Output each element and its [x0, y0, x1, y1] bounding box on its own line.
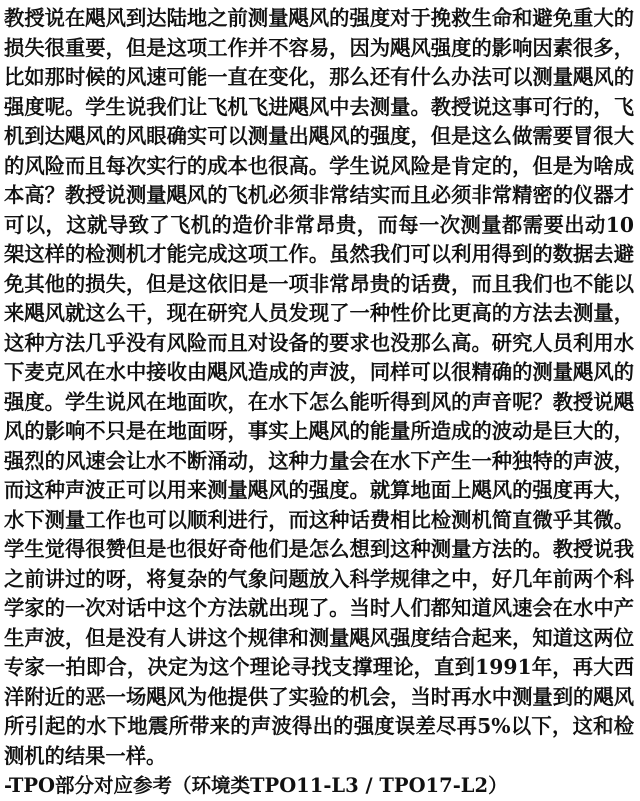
body-paragraph: 教授说在飓风到达陆地之前测量飓风的强度对于挽救生命和避免重大的损失很重要，但是这项工作并不容易，因为飓风强度的影响因素很多，比如那时候的风速可能一直在变化，那么还有什么办法可以测量飓风的强度呢。学生说我们让飞机飞进飓风中去测量。教授说这事可行的，飞机到达飓风的风眼确实可以测量出飓风的强度，但是这么做需要冒很大的风险而且每次实行的成本也很高。学生说风险是肯定的，但是为啥成本高？教授说测量飓风的飞机必须非常结实而且必须非常精密的仪器才可以，这就导致了飞机的造价非常昂贵，而每一次测量都需要出动10架这样的检测机才能完成这项工作。虽然我们可以利用得到的数据去避免其他的损失，但是这依旧是一项非常昂贵的话费，而且我们也不能以来飓风就这么干，现在研究人员发现了一种性价比更高的方法去测量，这种方法几乎没有风险而且对设备的要求也没那么高。研究人员利用水下麦克风在水中接收由飓风造成的声波，同样可以很精确的测量飓风的强度。学生说风在地面吹，在水下怎么能听得到风的声音呢？教授说飓风的影响不只是在地面呀，事实上飓风的能量所造成的波动是巨大的，强烈的风速会让水不断涌动，这种力量会在水下产生一种独特的声波，而这种声波正可以用来测量飓风的强度。就算地面上飓风的强度再大，水下测量工作也可以顺利进行，而这种话费相比检测机简直微乎其微。学生觉得很赞但是也很好奇他们是怎么想到这种测量方法的。教授说我之前讲过的呀，将复杂的气象问题放入科学规律之中，好几年前两个科学家的一次对话中这个方法就出现了。当时人们都知道风速会在水中产生声波，但是没有人讲这个规律和测量飓风强度结合起来，知道这两位专家一拍即合，决定为这个理论寻找支撑理论，直到1991年，再大西洋附近的恶一场飓风为他提供了实验的机会，当时再水中测量到的飓风所引起的水下地震所带来的声波得出的强度误差尽再5%以下，这和检测机的结果一样。: [4, 6, 634, 768]
document-page: [4, 4, 634, 801]
source-reference: -TPO部分对应参考（环境类TPO11-L3 / TPO17-L2）: [4, 774, 508, 797]
